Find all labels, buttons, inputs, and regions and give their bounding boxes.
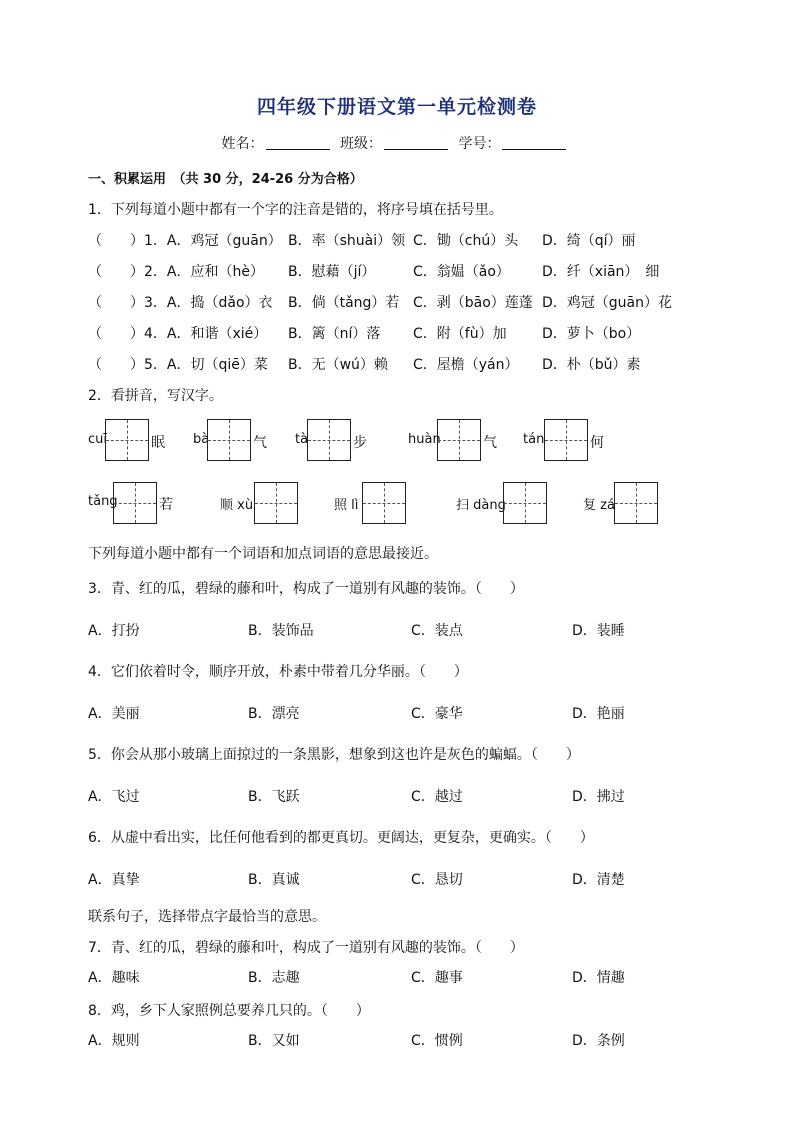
pinyin-text: 顺 xù: [220, 498, 254, 513]
instruction-synonyms: 下列每道小题中都有一个词语和加点词语的意思最接近。: [88, 546, 438, 562]
pinyin-text: 复 zá: [583, 498, 615, 513]
writing-grid[interactable]: [105, 419, 149, 461]
pinyin-text: tà: [295, 432, 309, 447]
writing-grid[interactable]: [307, 419, 351, 461]
q1-option-c[interactable]: C．锄（chú）头: [413, 233, 519, 249]
pinyin-text: cuī: [88, 432, 107, 447]
answer-option[interactable]: D．条例: [572, 1033, 625, 1049]
answer-option[interactable]: C．惯例: [411, 1033, 463, 1049]
instruction-meaning: 联系句子，选择带点字最恰当的意思。: [88, 909, 326, 925]
answer-option[interactable]: D．情趣: [572, 970, 625, 986]
pinyin-text: 照 lì: [334, 498, 359, 513]
class-label: 班级：: [340, 136, 382, 152]
suffix-char: 步: [353, 435, 367, 451]
answer-option[interactable]: B．漂亮: [248, 706, 300, 722]
suffix-char: 气: [253, 435, 267, 451]
answer-option[interactable]: D．清楚: [572, 872, 625, 888]
question-stem: 8．鸡，乡下人家照例总要养几只的。（ ）: [88, 1003, 370, 1019]
class-blank[interactable]: [384, 135, 448, 150]
q1-option-c[interactable]: C．附（fù）加: [413, 326, 507, 342]
answer-option[interactable]: D．艳丽: [572, 706, 625, 722]
writing-grid[interactable]: [437, 419, 481, 461]
id-label: 学号：: [458, 136, 501, 152]
suffix-char: 何: [590, 435, 604, 451]
writing-grid[interactable]: [362, 482, 406, 524]
q1-option-d[interactable]: D．朴（bǔ）素: [542, 357, 641, 373]
writing-grid[interactable]: [614, 482, 658, 524]
q1-option-b[interactable]: B．篱（ní）落: [288, 326, 381, 342]
name-label: 姓名：: [221, 136, 264, 152]
pinyin-text: bà: [193, 432, 210, 447]
id-blank[interactable]: [502, 135, 566, 150]
q1-stem: 1．下列每道小题中都有一个字的注音是错的，将序号填在括号里。: [88, 202, 503, 218]
q1-option-paren: （ ）1．A．鸡冠（guān）: [88, 233, 282, 249]
answer-option[interactable]: C．趣事: [411, 970, 463, 986]
q1-option-d[interactable]: D．鸡冠（guān）花: [542, 295, 672, 311]
q1-option-b[interactable]: B．慰藉（jí）: [288, 264, 376, 280]
answer-option[interactable]: C．豪华: [411, 706, 463, 722]
answer-option[interactable]: A．趣味: [88, 970, 140, 986]
answer-option[interactable]: C．恳切: [411, 872, 463, 888]
answer-option[interactable]: A．真挚: [88, 872, 140, 888]
q1-option-paren: （ ）5．A．切（qiē）菜: [88, 357, 268, 373]
suffix-char: 若: [159, 497, 173, 513]
pinyin-text: huàn: [408, 432, 441, 447]
answer-option[interactable]: A．飞过: [88, 789, 140, 805]
suffix-char: 气: [483, 435, 497, 451]
suffix-char: 眠: [151, 435, 165, 451]
question-stem: 3．青、红的瓜，碧绿的藤和叶，构成了一道别有风趣的装饰。（ ）: [88, 581, 524, 597]
q1-option-d[interactable]: D．纤（xiān） 细: [542, 264, 660, 280]
answer-option[interactable]: D．拂过: [572, 789, 625, 805]
writing-grid[interactable]: [113, 482, 157, 524]
pinyin-text: tán: [523, 432, 545, 447]
answer-option[interactable]: B．真诚: [248, 872, 300, 888]
page-title: 四年级下册语文第一单元检测卷: [256, 96, 537, 118]
q1-option-d[interactable]: D．萝卜（bo）: [542, 326, 641, 342]
writing-grid[interactable]: [254, 482, 298, 524]
answer-option[interactable]: B．又如: [248, 1033, 300, 1049]
writing-grid[interactable]: [544, 419, 588, 461]
question-stem: 4．它们依着时令，顺序开放，朴素中带着几分华丽。（ ）: [88, 664, 468, 680]
answer-option[interactable]: A．美丽: [88, 706, 140, 722]
answer-option[interactable]: B．装饰品: [248, 623, 314, 639]
section-heading: 一、积累运用 （共 30 分，24-26 分为合格）: [88, 172, 363, 187]
answer-option[interactable]: D．装睡: [572, 623, 625, 639]
pinyin-text: 扫 dàng: [456, 498, 506, 513]
q1-option-b[interactable]: B．无（wú）赖: [288, 357, 388, 373]
q1-option-d[interactable]: D．绮（qí）丽: [542, 233, 636, 249]
answer-option[interactable]: B．飞跃: [248, 789, 300, 805]
q1-option-b[interactable]: B．率（shuài）领: [288, 233, 406, 249]
answer-option[interactable]: A．规则: [88, 1033, 140, 1049]
q1-option-c[interactable]: C．剥（bāo）莲蓬: [413, 295, 533, 311]
writing-grid[interactable]: [503, 482, 547, 524]
question-stem: 6．从虚中看出实，比任何他看到的都更真切。更阔达，更复杂，更确实。（ ）: [88, 830, 594, 846]
pinyin-text: tǎng: [88, 494, 118, 509]
question-stem: 5．你会从那小玻璃上面掠过的一条黑影，想象到这也许是灰色的蝙蝠。（ ）: [88, 747, 580, 763]
q1-option-paren: （ ）4．A．和谐（xié）: [88, 326, 268, 342]
student-info: [0, 133, 794, 153]
question-stem: 7．青、红的瓜，碧绿的藤和叶，构成了一道别有风趣的装饰。（ ）: [88, 940, 524, 956]
answer-option[interactable]: A．打扮: [88, 623, 140, 639]
q1-option-paren: （ ）2．A．应和（hè）: [88, 264, 264, 280]
answer-option[interactable]: C．装点: [411, 623, 463, 639]
name-blank[interactable]: [266, 135, 330, 150]
writing-grid[interactable]: [207, 419, 251, 461]
q2-stem: 2．看拼音，写汉字。: [88, 388, 223, 404]
answer-option[interactable]: C．越过: [411, 789, 463, 805]
answer-option[interactable]: B．志趣: [248, 970, 300, 986]
q1-option-paren: （ ）3．A．捣（dǎo）衣: [88, 295, 273, 311]
q1-option-c[interactable]: C．翁媪（ǎo）: [413, 264, 510, 280]
q1-option-c[interactable]: C．屋檐（yán）: [413, 357, 519, 373]
q1-option-b[interactable]: B．倘（tǎng）若: [288, 295, 400, 311]
